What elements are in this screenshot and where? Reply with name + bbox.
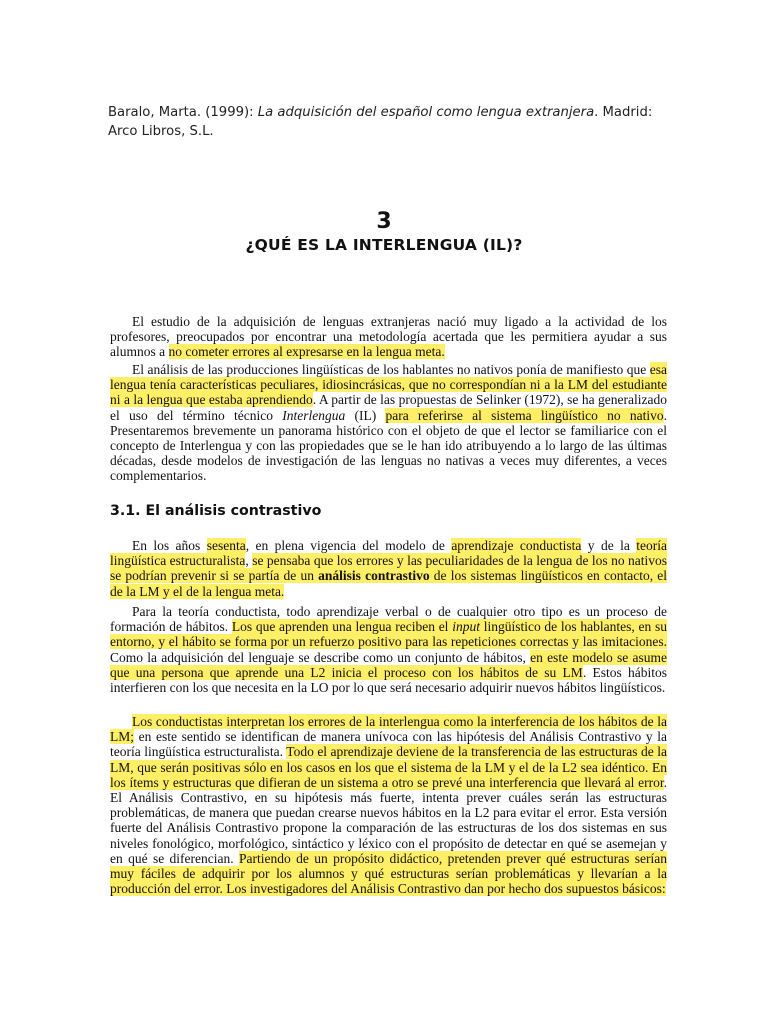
section-heading: 3.1. El análisis contrastivo [110, 503, 322, 519]
chapter-title: ¿QUÉ ES LA INTERLENGUA (IL)? [245, 236, 523, 254]
paragraph-sixties [110, 538, 667, 599]
text-run: El estudio de la adquisición de lenguas extranjeras nació muy ligado a la actividad de los profesores, preocupados por encontrar una metodología acertada que les permitiera ayudar a sus alumnos a [110, 314, 667, 360]
paragraph-contrastive-analysis [110, 714, 667, 896]
highlight: esa lengua tenía características peculiares, idiosincrásicas, que no correspondían ni a la LM del estudiante ni a la lengua que estaba aprendiendo [110, 362, 667, 408]
text-run: . A partir de las propuestas de Selinker (1972), se ha generalizado el uso del término técnico [110, 392, 667, 423]
text-run: y de la [581, 538, 637, 553]
highlight-bold: análisis contrastivo [318, 568, 430, 584]
highlight: Los conductistas interpretan los errores de la interlengua como la interferencia de los hábitos de la LM; [110, 714, 667, 745]
highlight: Los que aprenden una lengua reciben el [231, 619, 453, 635]
paragraph-interlanguage-definition [110, 362, 667, 484]
bibliographic-citation [108, 103, 668, 141]
highlight: aprendizaje conductista [451, 538, 582, 553]
text-run: (IL) [345, 407, 386, 423]
text-run: , en plena vigencia del modelo de [245, 538, 452, 553]
text-run: . El Análisis Contrastivo, en su hipótesis más fuerte, intenta prever cuáles serán las estructuras problemáticas, de manera que puedan crearse nuevos hábitos en la L2 para evitar el error. Esta versión fuerte del Análisis Contrastivo propone la comparación de las estructuras de los dos sistemas en sus niveles fonológico, morfológico, sintáctico y léxico con el propósito de detectar en qué se asemejan y en qué se diferencian. [110, 774, 667, 866]
paragraph-behaviorism [110, 604, 667, 695]
chapter-number: 3 [376, 209, 392, 234]
highlight: Partiendo de un propósito didáctico, pretenden prever qué estructuras serían muy fáciles de adquirir por los alumnos y qué estructuras serían problemáticas y llevarían a la producción del error. Los investigadores del Análisis Contrastivo dan por hecho dos supuestos básicos: [110, 850, 667, 897]
citation-publisher: . Madrid: Arco Libros, S.L. [108, 105, 653, 139]
text-run: , [245, 553, 253, 569]
highlight: en este modelo se asume que una persona que aprende una L2 inicia el proceso con los hábitos de su LM [110, 649, 667, 680]
highlight: para referirse al sistema lingüístico no nativo [385, 407, 664, 423]
text-run: El análisis de las producciones lingüísticas de los hablantes no nativos ponía de manifiesto que [132, 362, 650, 377]
highlight: se pensaba que los errores y las peculiaridades de la lengua de los no nativos se podrían prevenir si se partía de un [110, 553, 668, 584]
highlight: lingüístico de los hablantes, en su entorno, y el hábito se forma por un refuerzo positivo para las repeticiones correctas y las imitaciones. [110, 619, 668, 650]
text-run: Como la adquisición del lenguaje se describe como un conjunto de hábitos, [110, 649, 531, 665]
italic-term: Interlengua [282, 407, 346, 423]
text-run: En los años [132, 538, 207, 553]
text-run: Para la teoría conductista, todo aprendizaje verbal o de cualquier otro tipo es un proceso de formación de hábitos. [110, 604, 667, 635]
highlight: de los sistemas lingüísticos en contacto, el de la LM y el de la lengua meta. [110, 568, 668, 599]
citation-author-year: Baralo, Marta. (1999): [108, 105, 258, 120]
citation-book-title: La adquisición del español como lengua extranjera [257, 105, 595, 120]
highlight: sesenta [206, 538, 246, 553]
highlight: teoría lingüística estructuralista [110, 538, 667, 569]
text-run: en este sentido se identifican de manera unívoca con las hipótesis del Análisis Contrastivo y la teoría lingüística estructuralista. [110, 729, 667, 760]
paragraph-intro [110, 314, 667, 360]
text-run: . Estos hábitos interfieren con los que necesita en la LO por lo que será necesario adquirir nuevos hábitos lingüísticos. [110, 664, 667, 696]
highlight: Todo el aprendizaje deviene de la transferencia de las estructuras de la LM, que serán positivas sólo en los casos en los que el sistema de la LM y el de la L2 sea idéntico. En los ítems y estructuras que difieran de un sistema a otro se prevé una interferencia que llevará al error [110, 744, 667, 790]
highlight: no cometer errores al expresarse en la lengua meta. [168, 344, 445, 360]
text-run: . Presentaremos brevemente un panorama histórico con el objeto de que el lector se familiarice con el concepto de Interlengua y con las propiedades que se le han ido atribuyendo a lo largo de las últimas décadas, desde modelos de investigación de las lenguas no nativas a veces muy diferentes, a veces complementarios. [110, 407, 667, 484]
highlight-italic: input [452, 619, 480, 635]
